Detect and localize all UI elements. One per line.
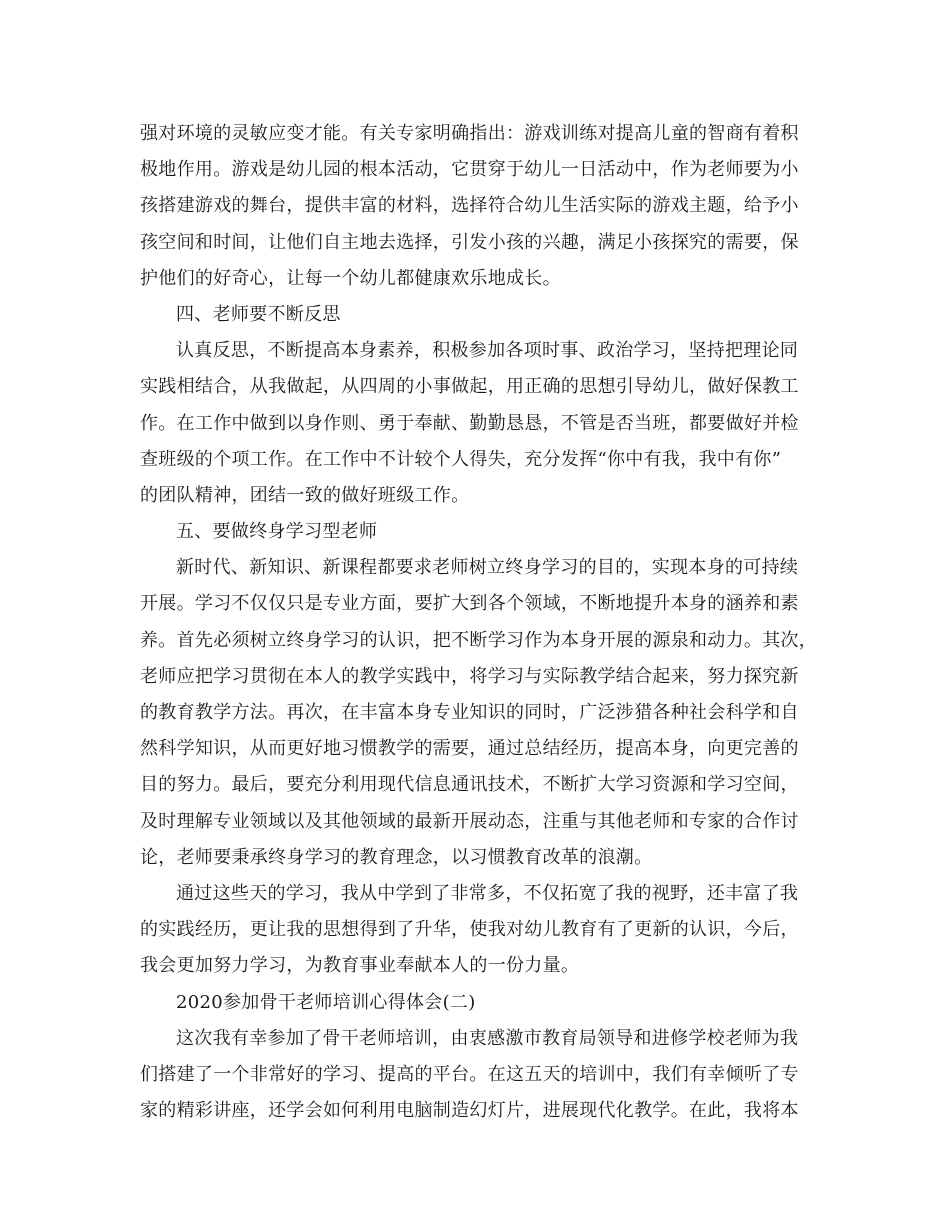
- paragraph-line: 及时理解专业领域以及其他领域的最新开展动态，注重与其他老师和专家的合作讨: [140, 810, 799, 832]
- paragraph-line: 的教育教学方法。再次，在丰富本身专业知识的同时，广泛涉猎各种社会科学和自: [140, 702, 799, 723]
- paragraph-line: 孩搭建游戏的舞台，提供丰富的材料，选择符合幼儿生活实际的游戏主题，给予小: [140, 195, 799, 217]
- paragraph-line: 我会更加努力学习，为教育事业奉献本人的一份力量。: [140, 955, 580, 977]
- section-heading: 2020参加骨干老师培训心得体会(二): [176, 991, 476, 1013]
- paragraph-line: 强对环境的灵敏应变才能。有关专家明确指出：游戏训练对提高儿童的智商有着积: [140, 123, 799, 144]
- paragraph-line: 查班级的个项工作。在工作中不计较个人得失，充分发挥“你中有我，我中有你”: [140, 448, 782, 470]
- paragraph-line: 这次我有幸参加了骨干老师培训，由衷感激市教育局领导和进修学校老师为我: [176, 1027, 799, 1049]
- paragraph-line: 的实践经历，更让我的思想得到了升华，使我对幼儿教育有了更新的认识，今后，: [140, 919, 799, 941]
- paragraph-line: 老师应把学习贯彻在本人的教学实践中，将学习与实际教学结合起来，努力探究新: [140, 665, 799, 687]
- paragraph-line: 的团队精神，团结一致的做好班级工作。: [140, 484, 470, 506]
- paragraph-line: 然科学知识，从而更好地习惯教学的需要，通过总结经历，提高本身，向更完善的: [140, 738, 799, 760]
- paragraph-line: 新时代、新知识、新课程都要求老师树立终身学习的目的，实现本身的可持续: [176, 557, 799, 579]
- paragraph-line: 养。首先必须树立终身学习的认识，把不断学习作为本身开展的源泉和动力。其次，: [140, 629, 818, 651]
- paragraph-line: 极地作用。游戏是幼儿园的根本活动，它贯穿于幼儿一日活动中，作为老师要为小: [140, 159, 799, 181]
- paragraph-line: 孩空间和时间，让他们自主地去选择，引发小孩的兴趣，满足小孩探究的需要，保: [140, 231, 799, 253]
- paragraph-line: 家的精彩讲座，还学会如何利用电脑制造幻灯片，进展现代化教学。在此，我将本: [140, 1100, 799, 1122]
- paragraph-line: 开展。学习不仅仅只是专业方面，要扩大到各个领域，不断地提升本身的涵养和素: [140, 593, 799, 615]
- paragraph-line: 作。在工作中做到以身作则、勇于奉献、勤勤恳恳，不管是否当班，都要做好并检: [140, 412, 799, 434]
- paragraph-line: 认真反思，不断提高本身素养，积极参加各项时事、政治学习，坚持把理论同: [176, 340, 799, 362]
- paragraph-line: 实践相结合，从我做起，从四周的小事做起，用正确的思想引导幼儿，做好保教工: [140, 376, 799, 398]
- paragraph-line: 们搭建了一个非常好的学习、提高的平台。在这五天的培训中，我们有幸倾听了专: [140, 1063, 799, 1085]
- paragraph-line: 护他们的好奇心，让每一个幼儿都健康欢乐地成长。: [140, 267, 561, 289]
- section-heading: 五、要做终身学习型老师: [176, 521, 378, 543]
- paragraph-line: 通过这些天的学习，我从中学到了非常多，不仅拓宽了我的视野，还丰富了我: [176, 882, 799, 904]
- paragraph-line: 论，老师要秉承终身学习的教育理念，以习惯教育改革的浪潮。: [140, 846, 653, 868]
- body-text: [140, 116, 818, 1129]
- paragraph-line: 目的努力。最后，要充分利用现代信息通讯技术，不断扩大学习资源和学习空间，: [140, 774, 799, 796]
- section-heading: 四、老师要不断反思: [176, 303, 341, 325]
